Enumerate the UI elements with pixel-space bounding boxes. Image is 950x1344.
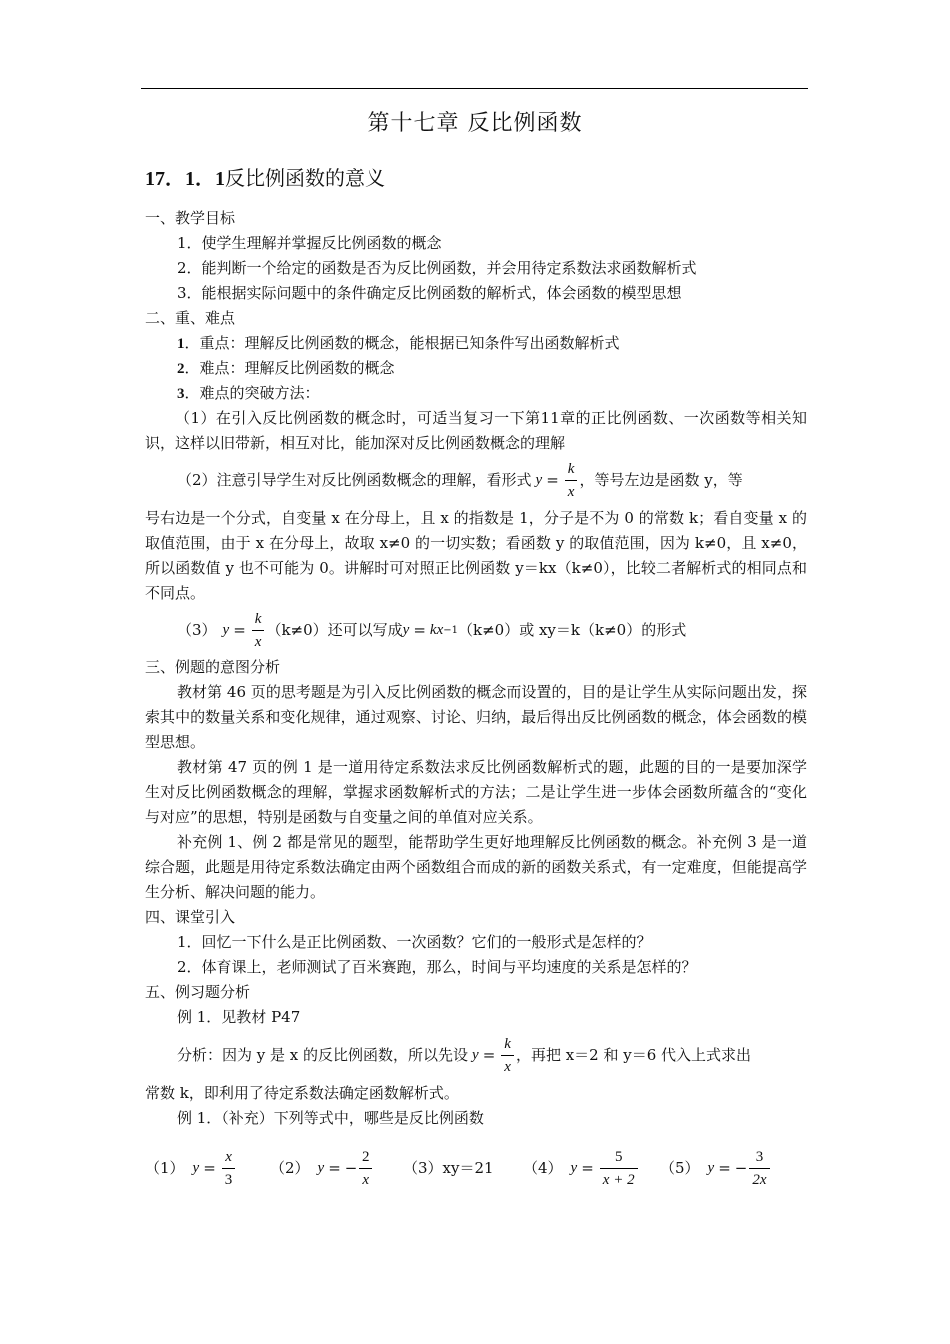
key-point-item: 2．难点：理解反比例函数的概念 (177, 359, 395, 377)
intro-item: 2．体育课上，老师测试了百米赛跑，那么，时间与平均速度的关系是怎样的？ (177, 958, 697, 976)
paragraph-analysis-2: 教材第 47 页的例 1 是一道用待定系数法求反比例函数解析式的题，此题的目的一是要加深学生对反比例函数概念的理解，掌握求函数解析式的方法；二是让学生进一步体会函数所蕴含的“变化与对应”的思想，特别是函数与自变量之间的单值对应关系。 (145, 758, 807, 826)
example-1-analysis-line1: 分析：因为 y 是 x 的反比例函数，所以先设 y = $\frac{k}{x}$ ，再把 x＝2 和 y＝6 代入上式求出 (177, 1030, 751, 1080)
example-1-supplement: 例 1．（补充）下列等式中，哪些是反比例函数 (177, 1109, 484, 1127)
heading-teaching-goals: 一、教学目标 (145, 209, 236, 227)
key-point-item: 3．难点的突破方法： (177, 384, 320, 402)
option-1: （1） y = $\frac{x}{3}$ (145, 1143, 237, 1193)
formula-k-over-x: $\frac{k}{x}$ (501, 1033, 514, 1078)
option-3: （3）xy＝21 (403, 1158, 494, 1177)
heading-example-analysis: 三、例题的意图分析 (145, 658, 281, 676)
section-number: 17．1．1 (145, 168, 225, 190)
section-heading (145, 163, 385, 194)
goal-item: 2．能判断一个给定的函数是否为反比例函数，并会用待定系数法求函数解析式 (177, 259, 697, 277)
paragraph-method-1: （1）在引入反比例函数的概念时，可适当复习一下第11章的正比例函数、一次函数等相关知识，这样以旧带新，相互对比，能加深对反比例函数概念的理解 (145, 409, 807, 452)
paragraph-method-2: 号右边是一个分式，自变量 x 在分母上，且 x 的指数是 1，分子是不为 0 的常数 k；看自变量 x 的取值范围，由于 x 在分母上，故取 x≠0 的一切实数；看函数 y 的取值范围，因为 k≠0，且 x≠0，所以函数值 y 也不可能为 0。讲解时可对照正比例函数 y＝kx（k≠0），比较二者解析式的相同点和不同点。 (145, 509, 807, 602)
formula-k-over-x: $\frac{k}{x}$ (252, 608, 265, 653)
option-5: （5） y = − $\frac{3}{2x}$ (660, 1143, 772, 1193)
example-1-analysis-line2: 常数 k，即利用了待定系数法确定函数解析式。 (145, 1084, 459, 1102)
header-rule (141, 88, 808, 89)
paragraph-method-2-line1: （2）注意引导学生对反比例函数概念的理解，看形式 y = $\frac{k}{x}$ ，等号左边是函数 y，等 (177, 455, 743, 505)
paragraph-analysis-3: 补充例 1、例 2 都是常见的题型，能帮助学生更好地理解反比例函数的概念。补充例 3 是一道综合题，此题是用待定系数法确定由两个函数组合而成的新的函数关系式，有一定难度，但能提高学生分析、解决问题的能力。 (145, 833, 807, 901)
example-1: 例 1．见教材 P47 (177, 1008, 301, 1026)
paragraph-method-3: （3） y = $\frac{k}{x}$ （k≠0）还可以写成 y = kx −1 （k≠0）或 xy＝k（k≠0）的形式 (177, 605, 686, 655)
key-point-item: 1．重点：理解反比例函数的概念，能根据已知条件写出函数解析式 (177, 334, 620, 352)
heading-class-intro: 四、课堂引入 (145, 908, 236, 926)
option-2: （2） y = − $\frac{2}{x}$ (270, 1143, 374, 1193)
goal-item: 1．使学生理解并掌握反比例函数的概念 (177, 234, 442, 252)
heading-key-points: 二、重、难点 (145, 309, 236, 327)
chapter-title: 第十七章 反比例函数 (367, 111, 583, 136)
formula-k-over-x: $\frac{k}{x}$ (565, 458, 578, 503)
paragraph-analysis-1: 教材第 46 页的思考题是为引入反比例函数的概念而设置的，目的是让学生从实际问题出发，探索其中的数量关系和变化规律，通过观察、讨论、归纳，最后得出反比例函数的概念，体会函数的模型思想。 (145, 683, 807, 751)
heading-exercises: 五、例习题分析 (145, 983, 251, 1001)
option-4: （4） y = $\frac{5}{x + 2}$ (523, 1143, 640, 1193)
goal-item: 3．能根据实际问题中的条件确定反比例函数的解析式，体会函数的模型思想 (177, 284, 682, 302)
section-title: 反比例函数的意义 (225, 166, 385, 190)
intro-item: 1．回忆一下什么是正比例函数、一次函数？它们的一般形式是怎样的？ (177, 933, 652, 951)
